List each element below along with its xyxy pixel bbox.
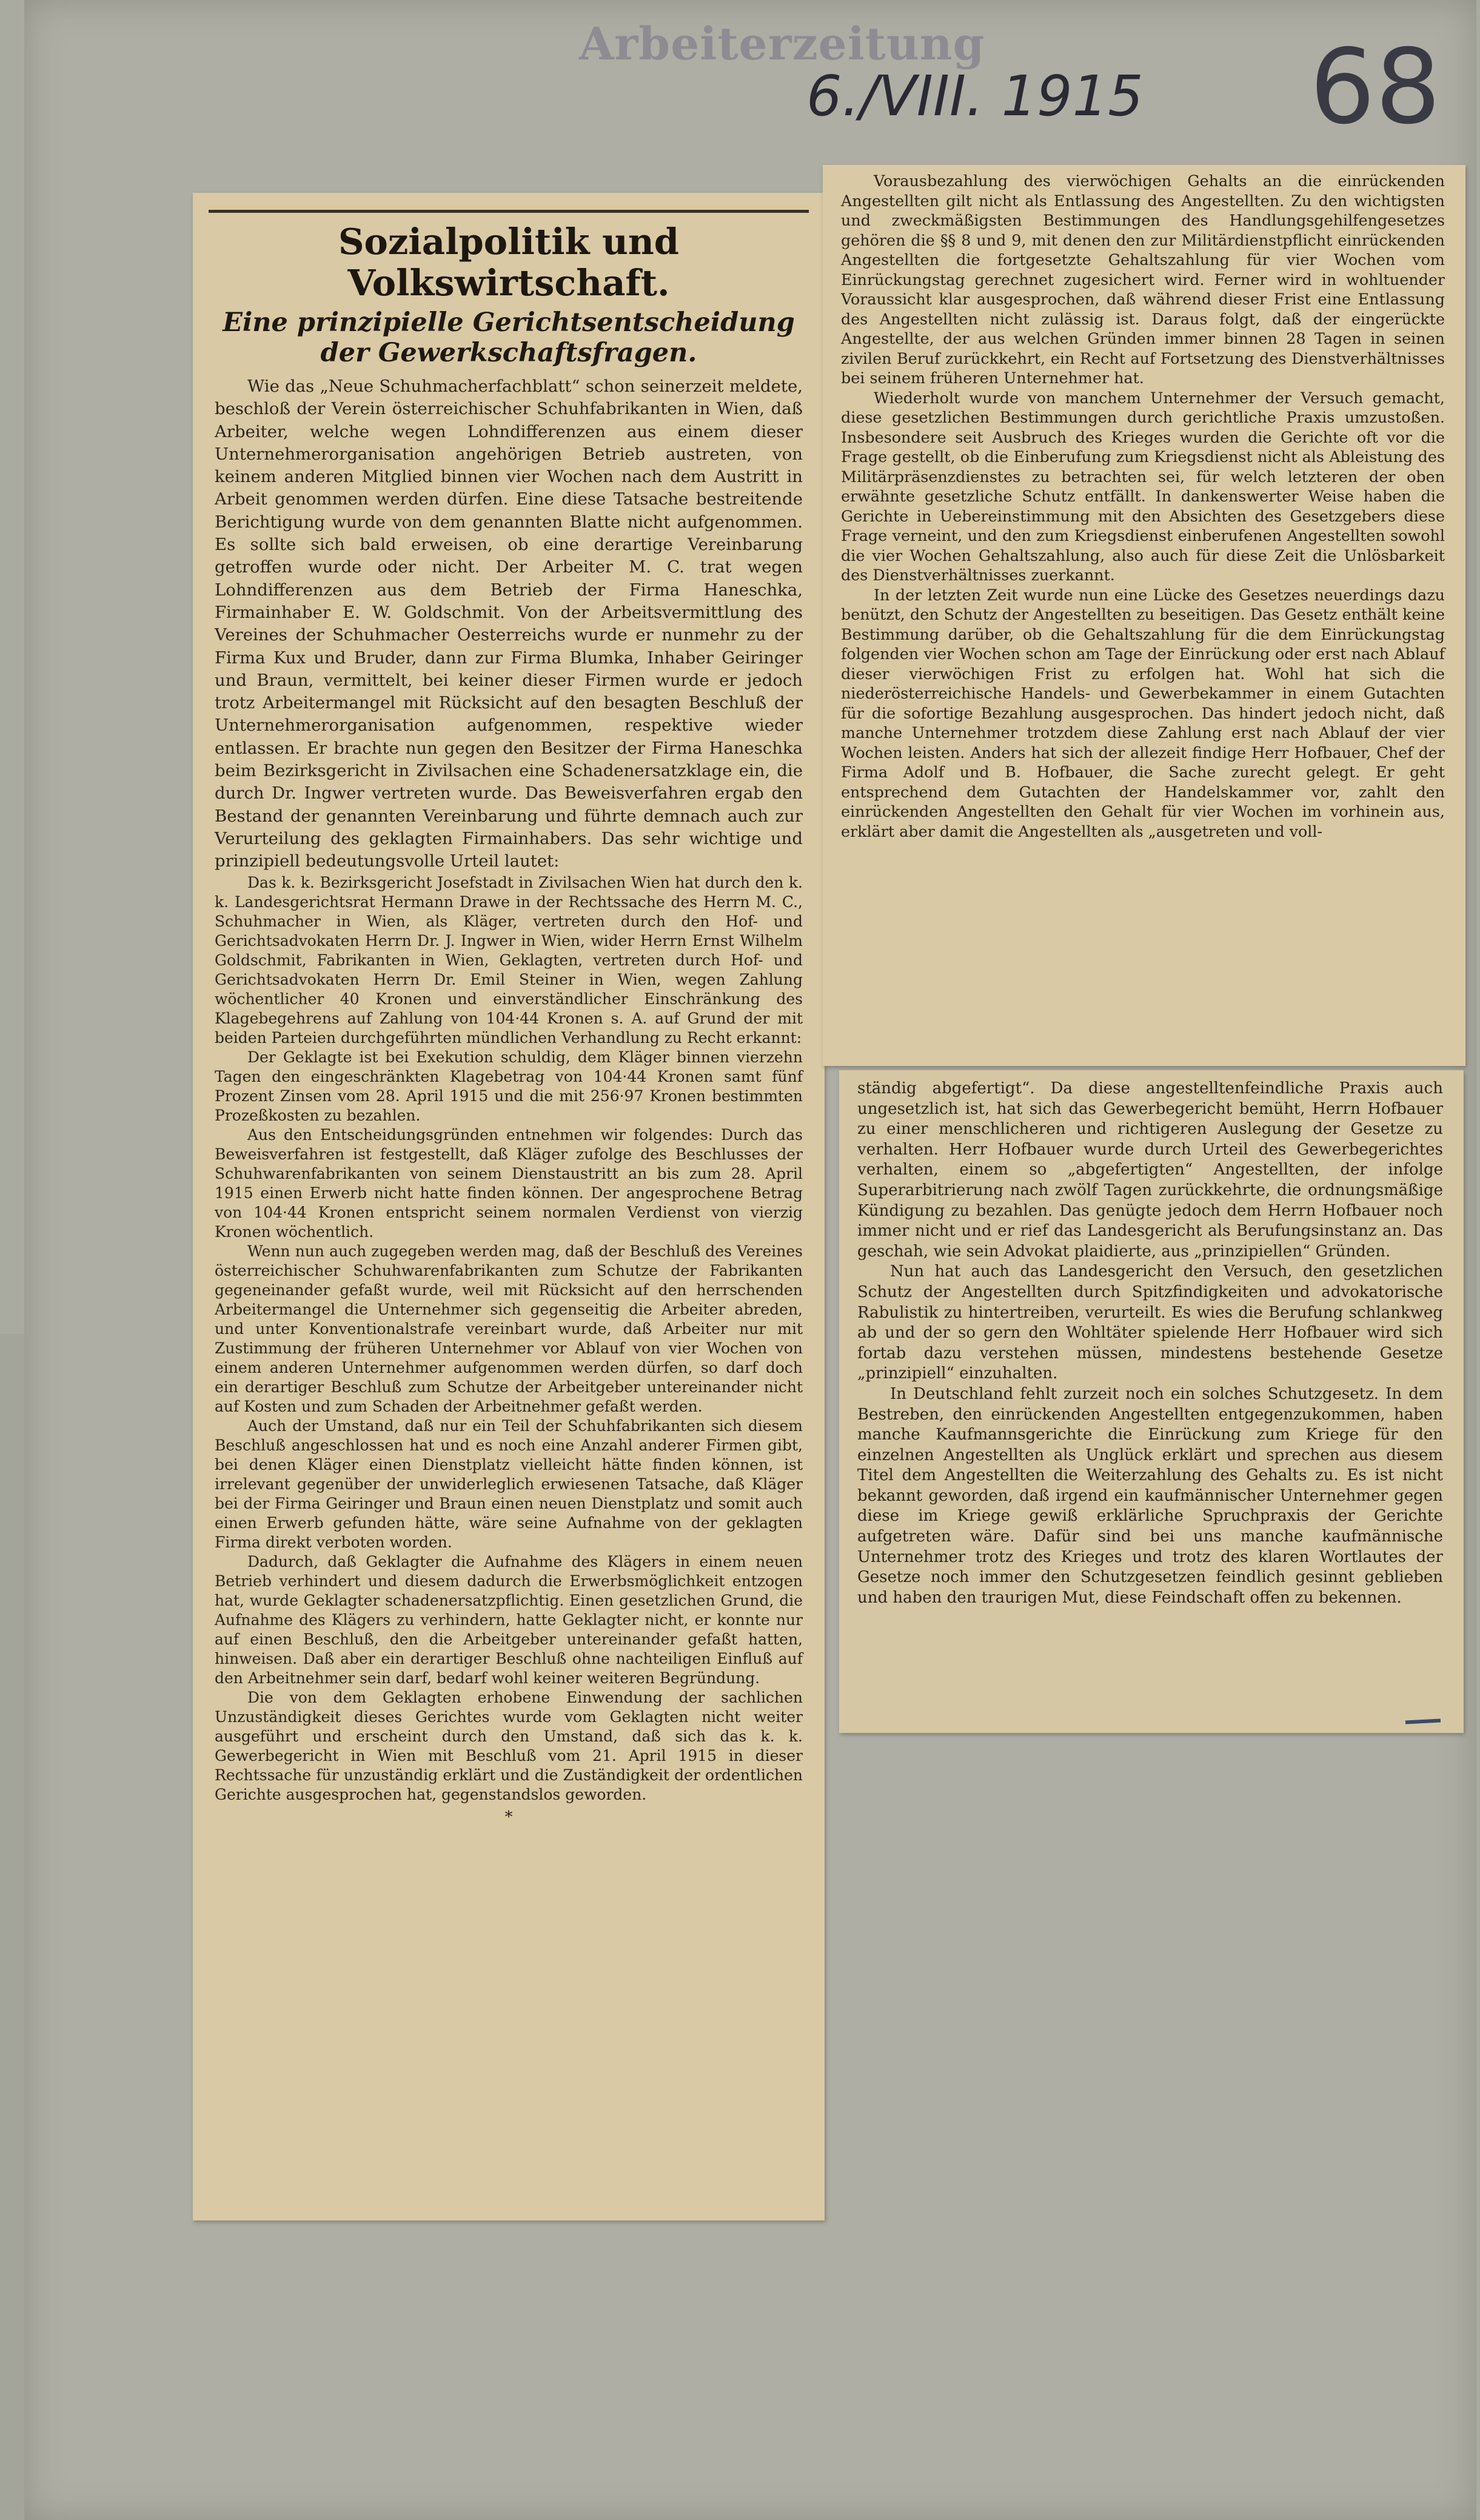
article-headline: Eine prinzipielle Gerichtsentscheidung der Gewerkschaftsfragen. <box>223 307 795 368</box>
article-paragraph: Vorausbezahlung des vierwöchigen Gehalts an die einrückenden Angestellten gilt nicht als Entlassung des Angestellten. Zu den wichtigsten und zweckmäßigsten Bestimmungen des Handlungsgehilfengesetzes gehören die §§ 8 und 9, mit denen den zur Militärdienstpflicht einrückenden Angestellten die fortgesetzte Gehaltszahlung für vier Wochen vom Einrückungstag gerechnet zugesichert wird. Ferner wird in wohltuender Voraussicht klar ausgesprochen, daß während dieser Frist eine Entlassung des Angestellten nicht zulässig ist. Daraus folgt, daß der eingerückte Angestellte, der aus welchen Gründen immer binnen 28 Tagen in seinen zivilen Beruf zurückkehrt, ein Recht auf Fortsetzung des Dienstverhältnisses bei seinem früheren Unternehmer hat. <box>841 172 1445 387</box>
clipping-left-column <box>193 193 825 2220</box>
article-paragraph: Wie das „Neue Schuhmacherfachblatt“ schon seinerzeit meldete, beschloß der Verein österreichischer Schuhfabrikanten in Wien, daß Arbeiter, welche wegen Lohndifferenzen aus einem dieser Unternehmerorganisation angehörigen Betrieb austreten, von keinem anderen Mitglied binnen vier Wochen nach dem Austritt in Arbeit genommen werden dürfen. Eine diese Tatsache bestreitende Berichtigung wurde von dem genannten Blatte nicht aufgenommen. Es sollte sich bald erweisen, ob eine derartige Vereinbarung getroffen wurde oder nicht. Der Arbeiter M. C. trat wegen Lohndifferenzen aus dem Betrieb der Firma Haneschka, Firmainhaber E. W. Goldschmit. Von der Arbeitsvermittlung des Vereines der Schuhmacher Oesterreichs wurde er nunmehr zu der Firma Kux und Bruder, dann zur Firma Blumka, Inhaber Geiringer und Braun, vermittelt, bei keiner dieser Firmen wurde er jedoch trotz Arbeitermangel mit Rücksicht auf den besagten Beschluß der Unternehmerorganisation aufgenommen, respektive wieder entlassen. Er brachte nun gegen den Besitzer der Firma Haneschka beim Bezirksgericht in Zivilsachen eine Schadenersatzklage ein, die durch Dr. Ingwer vertreten wurde. Das Beweisverfahren ergab den Bestand der genannten Vereinbarung und führte demnach auch zur Verurteilung des geklagten Firmainhabers. Das sehr wichtige und prinzipiell bedeutungsvolle Urteil lautet: <box>215 377 803 871</box>
handwritten-date: 6./VIII. 1915 <box>806 64 1143 129</box>
article-paragraph: Wenn nun auch zugegeben werden mag, daß der Beschluß des Vereines österreichischer Schuhwarenfabrikanten zum Schutze der Fabrikanten gegeneinander gefaßt wurde, weil mit Rücksicht auf den herrschenden Arbeitermangel die Unternehmer sich gegenseitig die Arbeiter abreden, und unter Konventionalstrafe vereinbart wurde, daß Arbeiter nur mit Zustimmung der früheren Unternehmer vor Ablauf von vier Wochen von einem anderen Unternehmer aufgenommen werden dürfen, so darf doch ein derartiger Beschluß zum Schutze der Arbeitgeber untereinander nicht auf Kosten und zum Schaden der Arbeitnehmer gefaßt werden. <box>215 1242 803 1415</box>
article-paragraph: Das k. k. Bezirksgericht Josefstadt in Zivilsachen Wien hat durch den k. k. Landesgerichtsrat Hermann Drawe in der Rechtssache des Herrn M. C., Schuhmacher in Wien, als Kläger, vertreten durch den Hof- und Gerichtsadvokaten Herrn Dr. J. Ingwer in Wien, wider Herrn Ernst Wilhelm Goldschmit, Fabrikanten in Wien, Geklagten, vertreten durch Hof- und Gerichtsadvokaten Herrn Dr. Emil Steiner in Wien, wegen Zahlung wöchentlicher 40 Kronen und einverständlicher Einschränkung des Klagebegehrens auf Zahlung von 104·44 Kronen s. A. auf Grund der mit beiden Parteien durchgeführten mündlichen Verhandlung zu Recht erkannt: <box>215 873 803 1047</box>
handwritten-number: 68 <box>1310 27 1441 147</box>
end-mark: * <box>504 1808 513 1826</box>
section-title: Sozialpolitik und Volkswirtschaft. <box>338 221 680 304</box>
article-paragraph: Dadurch, daß Geklagter die Aufnahme des Klägers in einem neuen Betrieb verhindert und diesem dadurch die Erwerbsmöglichkeit entzogen hat, wurde Geklagter schadenersatzpflichtig. Einen gesetzlichen Grund, die Aufnahme des Klägers zu verhindern, hatte Geklagter nicht, er konnte nur auf einen Beschluß, den die Arbeitgeber untereinander gefaßt hatten, hinweisen. Daß aber ein derartiger Beschluß ohne nachteiligen Einfluß auf den Arbeitnehmer sein darf, bedarf wohl keiner weiteren Begründung. <box>215 1552 803 1687</box>
article-paragraph: Die von dem Geklagten erhobene Einwendung der sachlichen Unzuständigkeit dieses Gerichtes wurde vom Geklagten nicht weiter ausgeführt und erscheint durch den Umstand, daß sich das k. k. Gewerbegericht in Wien mit Beschluß vom 21. April 1915 in dieser Rechtssache für unzuständig erklärt und die Zuständigkeit der ordentlichen Gerichte ausgesprochen hat, gegenstandslos geworden. <box>215 1688 803 1803</box>
article-paragraph: In Deutschland fehlt zurzeit noch ein solches Schutzgesetz. In dem Bestreben, den einrückenden Angestellten entgegenzukommen, haben manche Kaufmannsgerichte die Einrückung zum Kriege für den einzelnen Angestellten als Unglück erklärt und sprechen aus diesem Titel dem Angestellten die Weiterzahlung des Gehalts zu. Es ist nicht bekannt geworden, daß irgend ein kaufmännischer Unternehmer gegen diese im Kriege gewiß erklärliche Spruchpraxis der Gerichte aufgetreten wäre. Dafür sind bei uns manche kaufmännische Unternehmer trotz des Krieges und trotz des klaren Wortlautes der Gesetze noch immer den Schutzgesetzen feindlich gesinnt geblieben und haben den traurigen Mut, diese Feindschaft offen zu bekennen. <box>857 1384 1443 1607</box>
clipping-right-bottom <box>839 1070 1464 1733</box>
article-paragraph: Aus den Entscheidungsgründen entnehmen wir folgendes: Durch das Beweisverfahren ist festgestellt, daß Kläger zufolge des Beschlusses der Schuhwarenfabrikanten von seinem Dienstaustritt an bis zum 28. April 1915 einen Erwerb nicht hatte finden können. Der angesprochene Betrag von 104·44 Kronen entspricht seinem normalen Verdienst von vierzig Kronen wöchentlich. <box>215 1125 803 1241</box>
article-paragraph: Wiederholt wurde von manchem Unternehmer der Versuch gemacht, diese gesetzlichen Bestimmungen durch gerichtliche Praxis umzustoßen. Insbesondere seit Ausbruch des Krieges wurden die Gerichte oft vor die Frage gestellt, ob die Einberufung zum Kriegsdienst nicht als Ableistung des Militärpräsenzdienstes zu betrachten sei, für welch letzteren der oben erwähnte gesetzliche Schutz entfällt. In dankenswerter Weise haben die Gerichte in Uebereinstimmung mit den Absichten des Gesetzgebers diese Frage verneint, und den zum Kriegsdienst einberufenen Angestellten sowohl die vier Wochen Gehaltszahlung, also auch für diese Zeit die Unlösbarkeit des Dienstverhältnisses zuerkannt. <box>841 388 1445 584</box>
article-paragraph: In der letzten Zeit wurde nun eine Lücke des Gesetzes neuerdings dazu benützt, den Schutz der Angestellten zu beseitigen. Das Gesetz enthält keine Bestimmung darüber, ob die Gehaltszahlung für die dem Einrückungstag folgenden vier Wochen schon am Tage der Einrückung oder erst nach Ablauf dieser vierwöchigen Frist zu erfolgen hat. Wohl hat sich die niederösterreichische Handels- und Gewerbekammer in einem Gutachten für die sofortige Bezahlung ausgesprochen. Das hindert jedoch nicht, daß manche Unternehmer trotzdem diese Zahlung erst nach Ablauf der vier Wochen leisten. Anders hat sich der allezeit findige Herr Hofbauer, Chef der Firma Adolf und B. Hofbauer, die Sache zurecht gelegt. Er geht entsprechend dem Gutachten der Handelskammer vor, zahlt den einrückenden Angestellten den Gehalt für vier Wochen im vorhinein aus, erklärt aber damit die Angestellten als „ausgetreten und voll- <box>841 585 1445 840</box>
article-paragraph: Auch der Umstand, daß nur ein Teil der Schuhfabrikanten sich diesem Beschluß angeschlossen hat und es noch eine Anzahl anderer Firmen gibt, bei denen Kläger einen Dienstplatz vielleicht hätte finden können, ist irrelevant gegenüber der unwiderleglich erwiesenen Tatsache, daß Kläger bei der Firma Geiringer und Braun einen neuen Dienstplatz und somit auch einen Erwerb gefunden hätte, wäre seine Aufnahme von der geklagten Firma direkt verboten worden. <box>215 1416 803 1551</box>
article-paragraph: Der Geklagte ist bei Exekution schuldig, dem Kläger binnen vierzehn Tagen den eingeschränkten Klagebetrag von 104·44 Kronen samt fünf Prozent Zinsen vom 28. April 1915 und die mit 256·97 Kronen bestimmten Prozeßkosten zu bezahlen. <box>215 1048 803 1124</box>
article-paragraph: Nun hat auch das Landesgericht den Versuch, den gesetzlichen Schutz der Angestellten durch Spitzfindigkeiten und advokatorische Rabulistik zu hintertreiben, verurteilt. Es wies die Berufung schlankweg ab und der so gern den Wohltäter spielende Herr Hofbauer wird sich fortab dazu verstehen müssen, mindestens bestehende Gesetze „prinzipiell“ einzuhalten. <box>857 1262 1443 1383</box>
article-paragraph: ständig abgefertigt“. Da diese angestelltenfeindliche Praxis auch ungesetzlich ist, hat sich das Gewerbegericht bemüht, Herrn Hofbauer zu einer menschlicheren und richtigeren Auslegung der Gesetze zu verhalten. Herr Hofbauer wurde durch Urteil des Gewerbegerichtes verhalten, einem so „abgefertigten“ Angestellten, der infolge Superarbitrierung nach zwölf Tagen zurückkehrte, die ordnungsmäßige Kündigung zu bezahlen. Das genügte jedoch dem Herrn Hofbauer noch immer nicht und er rief das Landesgericht als Berufungsinstanz an. Das geschah, wie sein Advokat plaidierte, aus „prinzipiellen“ Gründen. <box>857 1079 1443 1261</box>
clipping-right-top <box>823 165 1465 1066</box>
source-stamp: Arbeiterzeitung <box>579 18 985 70</box>
section-rule <box>209 210 809 213</box>
